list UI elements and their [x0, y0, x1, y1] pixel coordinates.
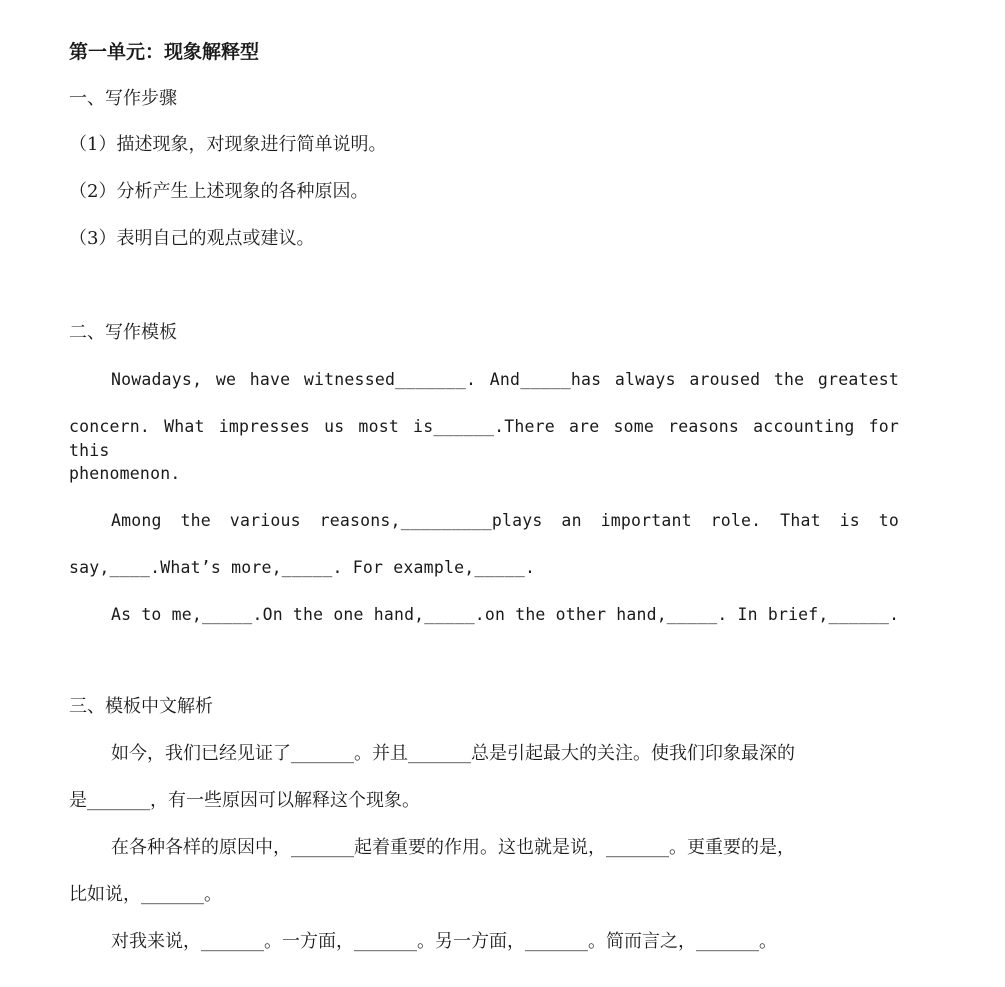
template-line: Nowadays, we have witnessed_______. And_____has always aroused the greatest [111, 370, 899, 389]
template-line: say,____.What’s more,_____. For example,_____. [69, 558, 536, 577]
template-line: concern. What impresses us most is______.There are some reasons accounting for this [69, 417, 899, 460]
analysis-line: 如今，我们已经见证了_______。并且_______总是引起最大的关注。使我们印象最深的 [111, 743, 795, 764]
template-line: As to me,_____.On the one hand,_____.on the other hand,_____. In brief,______. [111, 605, 900, 624]
step-item: （2）分析产生上述现象的各种原因。 [69, 181, 369, 202]
template-line: phenomenon. [69, 464, 181, 483]
step-item: （3）表明自己的观点或建议。 [69, 228, 315, 249]
analysis-line: 在各种各样的原因中，_______起着重要的作用。这也就是说，_______。更重要的是， [111, 837, 795, 858]
section-heading-writing-template: 二、写作模板 [69, 322, 177, 343]
section-heading-writing-steps: 一、写作步骤 [69, 88, 177, 109]
step-item: （1）描述现象，对现象进行简单说明。 [69, 134, 387, 155]
unit-title: 第一单元：现象解释型 [69, 41, 260, 63]
analysis-line: 是_______，有一些原因可以解释这个现象。 [69, 790, 420, 811]
section-heading-template-analysis: 三、模板中文解析 [69, 696, 213, 717]
analysis-line: 比如说，_______。 [69, 884, 222, 905]
template-line: Among the various reasons,_________plays an important role. That is to [111, 511, 899, 530]
analysis-line: 对我来说，_______。一方面，_______。另一方面，_______。简而言之，_______。 [111, 931, 777, 952]
